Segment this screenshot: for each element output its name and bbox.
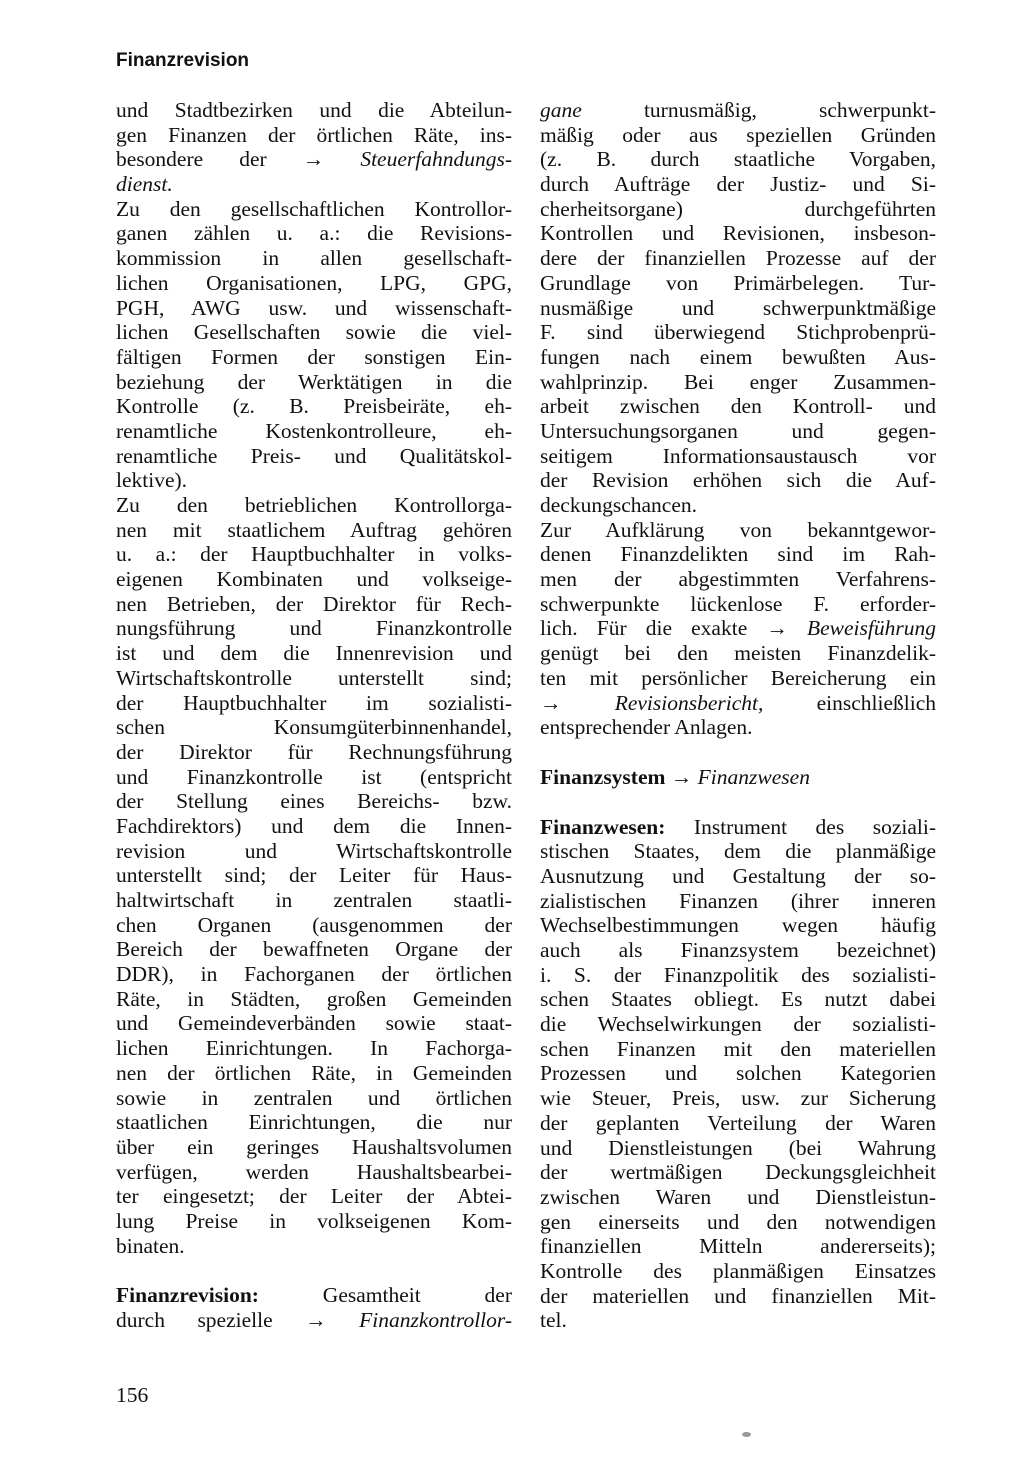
text-run: nen Betrieben, der Direktor für Rech- bbox=[116, 591, 512, 616]
text-run: binaten. bbox=[116, 1233, 185, 1258]
cross-reference: Steuerfahndungs- bbox=[324, 147, 512, 172]
text-line bbox=[116, 839, 512, 864]
paragraph-gap bbox=[116, 1258, 512, 1283]
text-line bbox=[540, 1037, 936, 1062]
text-run: durch spezielle bbox=[116, 1308, 306, 1332]
text-line bbox=[116, 1011, 512, 1036]
entry-headword: Finanzrevision: bbox=[116, 1283, 259, 1308]
text-line bbox=[116, 221, 512, 246]
text-run: chen Organen (ausgenommen der bbox=[116, 912, 512, 937]
text-run: mäßig oder aus speziellen Gründen bbox=[540, 122, 936, 147]
text-line bbox=[540, 1185, 936, 1210]
text-run: Zur Aufklärung von bekanntgewor- bbox=[540, 517, 936, 542]
text-run: deckungschancen. bbox=[540, 493, 697, 517]
text-run: zwischen Waren und Dienstleistun- bbox=[540, 1184, 936, 1209]
text-run: durch Aufträge der Justiz- und Si- bbox=[540, 172, 936, 197]
left-column bbox=[116, 98, 512, 1333]
text-line bbox=[116, 172, 512, 197]
text-run: der Stellung eines Bereichs- bzw. bbox=[116, 789, 512, 814]
text-line bbox=[540, 765, 936, 790]
text-line bbox=[540, 345, 936, 370]
text-line bbox=[540, 444, 936, 469]
text-run: und Gemeindeverbänden sowie staat- bbox=[116, 1011, 512, 1036]
text-line bbox=[540, 1210, 936, 1235]
text-line bbox=[116, 1061, 512, 1086]
text-line bbox=[116, 616, 512, 641]
text-run: renamtliche Preis- und Qualitätskol- bbox=[116, 443, 512, 468]
text-line bbox=[540, 616, 936, 641]
text-run: schen Konsumgüterbinnenhandel, bbox=[116, 715, 512, 740]
text-line bbox=[540, 197, 936, 222]
text-line bbox=[116, 147, 512, 172]
text-run: zialistischen Finanzen (ihrer inneren bbox=[540, 888, 936, 913]
text-run: ten mit persönlicher Bereicherung ein bbox=[540, 665, 936, 690]
text-line bbox=[116, 863, 512, 888]
text-run: nungsführung und Finanzkontrolle bbox=[116, 616, 512, 641]
running-header: Finanzrevision bbox=[116, 50, 250, 71]
text-line bbox=[540, 1234, 936, 1259]
text-run: fältigen Formen der sonstigen Ein- bbox=[116, 344, 512, 369]
text-line bbox=[540, 641, 936, 666]
text-run: Kontrolle des planmäßigen Einsatzes bbox=[540, 1258, 936, 1283]
text-line bbox=[116, 592, 512, 617]
text-run: genügt bei den meisten Finanzdelik- bbox=[540, 641, 936, 666]
right-column bbox=[540, 98, 936, 1333]
text-run: einschließlich bbox=[763, 690, 936, 715]
text-line bbox=[116, 493, 512, 518]
text-line bbox=[116, 542, 512, 567]
text-run: Räte, in Städten, großen Gemeinden bbox=[116, 986, 512, 1011]
arrow-reference-icon: → bbox=[670, 764, 693, 789]
text-line bbox=[540, 864, 936, 889]
text-run: men der abgestimmten Verfahrens- bbox=[540, 567, 936, 592]
text-line bbox=[540, 468, 936, 493]
text-run: die Wechselwirkungen der sozialisti- bbox=[540, 1012, 936, 1037]
text-line bbox=[540, 815, 936, 840]
text-line bbox=[116, 666, 512, 691]
text-run: lichen Organisationen, LPG, GPG, bbox=[116, 270, 512, 295]
text-run: gen Finanzen der örtlichen Räte, ins- bbox=[116, 122, 512, 147]
text-line bbox=[540, 221, 936, 246]
text-run: lich. Für die exakte bbox=[540, 616, 767, 641]
text-line bbox=[116, 197, 512, 222]
text-line bbox=[116, 1110, 512, 1135]
text-line bbox=[116, 789, 512, 814]
text-line bbox=[116, 320, 512, 345]
text-line bbox=[540, 889, 936, 914]
text-line bbox=[540, 691, 936, 716]
text-run: renamtliche Kostenkontrolleure, eh- bbox=[116, 418, 512, 443]
text-run: gen einerseits und den notwendigen bbox=[540, 1209, 936, 1234]
text-line bbox=[540, 394, 936, 419]
text-line bbox=[540, 913, 936, 938]
text-line bbox=[116, 370, 512, 395]
text-line bbox=[540, 839, 936, 864]
text-run: der wertmäßigen Deckungsgleichheit bbox=[540, 1160, 936, 1185]
text-run: Zu den gesellschaftlichen Kontrollor- bbox=[116, 196, 512, 221]
text-line bbox=[116, 567, 512, 592]
arrow-reference-icon: → bbox=[305, 1308, 327, 1332]
text-run: nen mit staatlichem Auftrag gehören bbox=[116, 517, 512, 542]
cross-reference: Beweisführung bbox=[787, 616, 936, 641]
text-run: haltwirtschaft in zentralen staatli- bbox=[116, 888, 512, 912]
text-run: der materiellen und finanziellen Mit- bbox=[540, 1283, 936, 1308]
text-line bbox=[116, 246, 512, 271]
text-run: nen der örtlichen Räte, in Gemeinden bbox=[116, 1060, 512, 1085]
text-line bbox=[540, 1012, 936, 1037]
text-run: u. a.: der Hauptbuchhalter in volks- bbox=[116, 542, 512, 567]
text-run: schen Finanzen mit den materiellen bbox=[540, 1036, 936, 1061]
text-run: über ein geringes Haushaltsvolumen bbox=[116, 1134, 512, 1159]
text-line bbox=[116, 1036, 512, 1061]
text-line bbox=[540, 592, 936, 617]
text-run: Gesamtheit der bbox=[258, 1283, 512, 1308]
text-run: (z. B. durch staatliche Vorgaben, bbox=[540, 147, 936, 172]
text-run: turnusmäßig, schwerpunkt- bbox=[581, 98, 936, 122]
text-line bbox=[540, 370, 936, 395]
text-run: Bereich der bewaffneten Organe der bbox=[116, 937, 512, 962]
text-line bbox=[540, 1136, 936, 1161]
text-run: auch als Finanzsystem bezeichnet) bbox=[540, 938, 936, 962]
cross-reference: Revisionsbericht, bbox=[561, 690, 764, 715]
text-run: Prozessen und solchen Kategorien bbox=[540, 1061, 936, 1086]
text-run: Fachdirektors) und dem die Innen- bbox=[116, 813, 512, 838]
text-run: Kontrollen und Revisionen, insbeson- bbox=[540, 221, 936, 246]
text-line bbox=[540, 246, 936, 271]
text-run: lichen Einrichtungen. In Fachorga- bbox=[116, 1036, 512, 1061]
text-run: tel. bbox=[540, 1308, 567, 1333]
text-line bbox=[116, 419, 512, 444]
text-run: fungen nach einem bewußten Aus- bbox=[540, 344, 936, 369]
text-run: i. S. der Finanzpolitik des sozialisti- bbox=[540, 962, 936, 987]
arrow-reference-icon: → bbox=[302, 147, 325, 172]
text-run: F. sind überwiegend Stichprobenprü- bbox=[540, 320, 936, 345]
text-run: PGH, AWG usw. und wissenschaft- bbox=[116, 295, 512, 320]
text-line bbox=[116, 765, 512, 790]
text-line bbox=[116, 987, 512, 1012]
text-run: wie Steuer, Preis, usw. zur Sicherung bbox=[540, 1086, 936, 1111]
text-run: denen Finanzdelikten sind im Rah- bbox=[540, 542, 936, 567]
text-run: beziehung der Werktätigen in die bbox=[116, 369, 512, 394]
text-run: entsprechender Anlagen. bbox=[540, 715, 753, 740]
text-run: der Direktor für Rechnungsführung bbox=[116, 739, 512, 764]
text-line bbox=[540, 98, 936, 123]
text-line bbox=[116, 962, 512, 987]
text-line bbox=[540, 1160, 936, 1185]
cross-reference: Finanzwesen bbox=[692, 764, 810, 789]
text-line bbox=[540, 123, 936, 148]
entry-headword: Finanzsystem bbox=[540, 764, 666, 789]
text-line bbox=[116, 468, 512, 493]
text-run: Ausnutzung und Gestaltung der so- bbox=[540, 863, 936, 888]
text-run: revision und Wirtschaftskontrolle bbox=[116, 838, 512, 863]
text-run: und Stadtbezirken und die Abteilun- bbox=[116, 98, 512, 122]
cross-reference: dienst. bbox=[116, 172, 173, 197]
text-run: seitigem Informationsaustausch vor bbox=[540, 443, 936, 468]
text-line bbox=[540, 1111, 936, 1136]
text-run: Instrument des soziali- bbox=[665, 814, 936, 839]
text-line bbox=[116, 1283, 512, 1308]
text-line bbox=[116, 444, 512, 469]
paragraph-gap bbox=[540, 740, 936, 765]
text-line bbox=[116, 1160, 512, 1185]
text-run: schen Staates obliegt. Es nutzt dabei bbox=[540, 987, 936, 1012]
text-line bbox=[116, 888, 512, 913]
text-line bbox=[540, 1086, 936, 1111]
text-line bbox=[540, 320, 936, 345]
text-run: der Revision erhöhen sich die Auf- bbox=[540, 468, 936, 493]
text-run: schwerpunkte lückenlose F. erforder- bbox=[540, 591, 936, 616]
text-run: eigenen Kombinaten und volkseige- bbox=[116, 567, 512, 592]
text-run: Grundlage von Primärbelegen. Tur- bbox=[540, 270, 936, 295]
text-line bbox=[540, 518, 936, 543]
text-line bbox=[116, 394, 512, 419]
text-run: arbeit zwischen den Kontroll- und bbox=[540, 394, 936, 419]
text-line bbox=[116, 271, 512, 296]
text-line bbox=[116, 641, 512, 666]
text-run: stischen Staates, dem die planmäßige bbox=[540, 839, 936, 864]
text-line bbox=[116, 1184, 512, 1209]
text-line bbox=[540, 172, 936, 197]
text-run: lung Preise in volkseigenen Kom- bbox=[116, 1208, 512, 1233]
text-line bbox=[540, 419, 936, 444]
text-run: ist und dem die Innenrevision und bbox=[116, 641, 512, 666]
text-run: lichen Gesellschaften sowie die viel- bbox=[116, 320, 512, 345]
text-line bbox=[116, 296, 512, 321]
text-line bbox=[540, 542, 936, 567]
text-run: Kontrolle (z. B. Preisbeiräte, eh- bbox=[116, 394, 512, 419]
text-line bbox=[540, 938, 936, 963]
text-run: ganen zählen u. a.: die Revisions- bbox=[116, 221, 512, 246]
text-line bbox=[540, 1284, 936, 1309]
text-line bbox=[116, 715, 512, 740]
text-line bbox=[540, 147, 936, 172]
text-line bbox=[116, 1234, 512, 1259]
text-run: finanziellen Mitteln andererseits); bbox=[540, 1234, 936, 1259]
text-run: DDR), in Fachorganen der örtlichen bbox=[116, 962, 512, 987]
text-line bbox=[116, 691, 512, 716]
text-line bbox=[116, 740, 512, 765]
text-line bbox=[540, 666, 936, 691]
text-line bbox=[116, 913, 512, 938]
text-run: verfügen, werden Haushaltsbearbei- bbox=[116, 1159, 512, 1184]
text-line bbox=[540, 493, 936, 518]
text-run: ter eingesetzt; der Leiter der Abtei- bbox=[116, 1184, 512, 1209]
arrow-reference-icon: → bbox=[540, 690, 562, 715]
text-line bbox=[540, 1061, 936, 1086]
text-line bbox=[540, 1259, 936, 1284]
entry-headword: Finanzwesen: bbox=[540, 814, 666, 839]
text-line bbox=[540, 296, 936, 321]
text-run: und Finanzkontrolle ist (entspricht bbox=[116, 764, 512, 789]
text-line bbox=[116, 1086, 512, 1111]
text-run: sowie in zentralen und örtlichen bbox=[116, 1085, 512, 1110]
text-line bbox=[116, 345, 512, 370]
text-run: kommission in allen gesellschaft- bbox=[116, 246, 512, 271]
text-line bbox=[116, 123, 512, 148]
text-run: nusmäßige und schwerpunktmäßige bbox=[540, 295, 936, 320]
text-line bbox=[116, 98, 512, 123]
text-line bbox=[540, 715, 936, 740]
text-run: Wirtschaftskontrolle unterstellt sind; bbox=[116, 665, 512, 690]
text-run: und Dienstleistungen (bei Wahrung bbox=[540, 1135, 936, 1160]
text-line bbox=[540, 271, 936, 296]
text-line bbox=[116, 1209, 512, 1234]
text-run: Untersuchungsorganen und gegen- bbox=[540, 418, 936, 443]
text-run: lektive). bbox=[116, 468, 188, 493]
text-run: dere der finanziellen Prozesse auf der bbox=[540, 246, 936, 271]
text-run: cherheitsorgane) durchgeführten bbox=[540, 196, 936, 221]
text-line bbox=[116, 1135, 512, 1160]
text-run: staatlichen Einrichtungen, die nur bbox=[116, 1110, 512, 1135]
text-run: der Hauptbuchhalter im sozialisti- bbox=[116, 690, 512, 715]
text-run: der geplanten Verteilung der Waren bbox=[540, 1110, 936, 1135]
text-run: wahlprinzip. Bei enger Zusammen- bbox=[540, 369, 936, 394]
arrow-reference-icon: → bbox=[766, 616, 788, 641]
page-number: 156 bbox=[116, 1383, 149, 1407]
paragraph-gap bbox=[540, 790, 936, 815]
cross-reference: Finanzkontrollor- bbox=[326, 1308, 512, 1332]
scan-speck bbox=[742, 1432, 751, 1437]
text-run: unterstellt sind; der Leiter für Haus- bbox=[116, 863, 512, 888]
text-line bbox=[116, 814, 512, 839]
text-run: Wechselbestimmungen wegen häufig bbox=[540, 913, 936, 938]
text-line bbox=[540, 963, 936, 988]
text-line bbox=[540, 987, 936, 1012]
text-run: Zu den betrieblichen Kontrollorga- bbox=[116, 493, 512, 517]
text-line bbox=[540, 567, 936, 592]
text-run: besondere der bbox=[116, 147, 303, 172]
text-line bbox=[116, 518, 512, 543]
text-line bbox=[540, 1308, 936, 1333]
text-line bbox=[116, 1308, 512, 1333]
cross-reference: gane bbox=[540, 98, 582, 122]
text-line bbox=[116, 937, 512, 962]
